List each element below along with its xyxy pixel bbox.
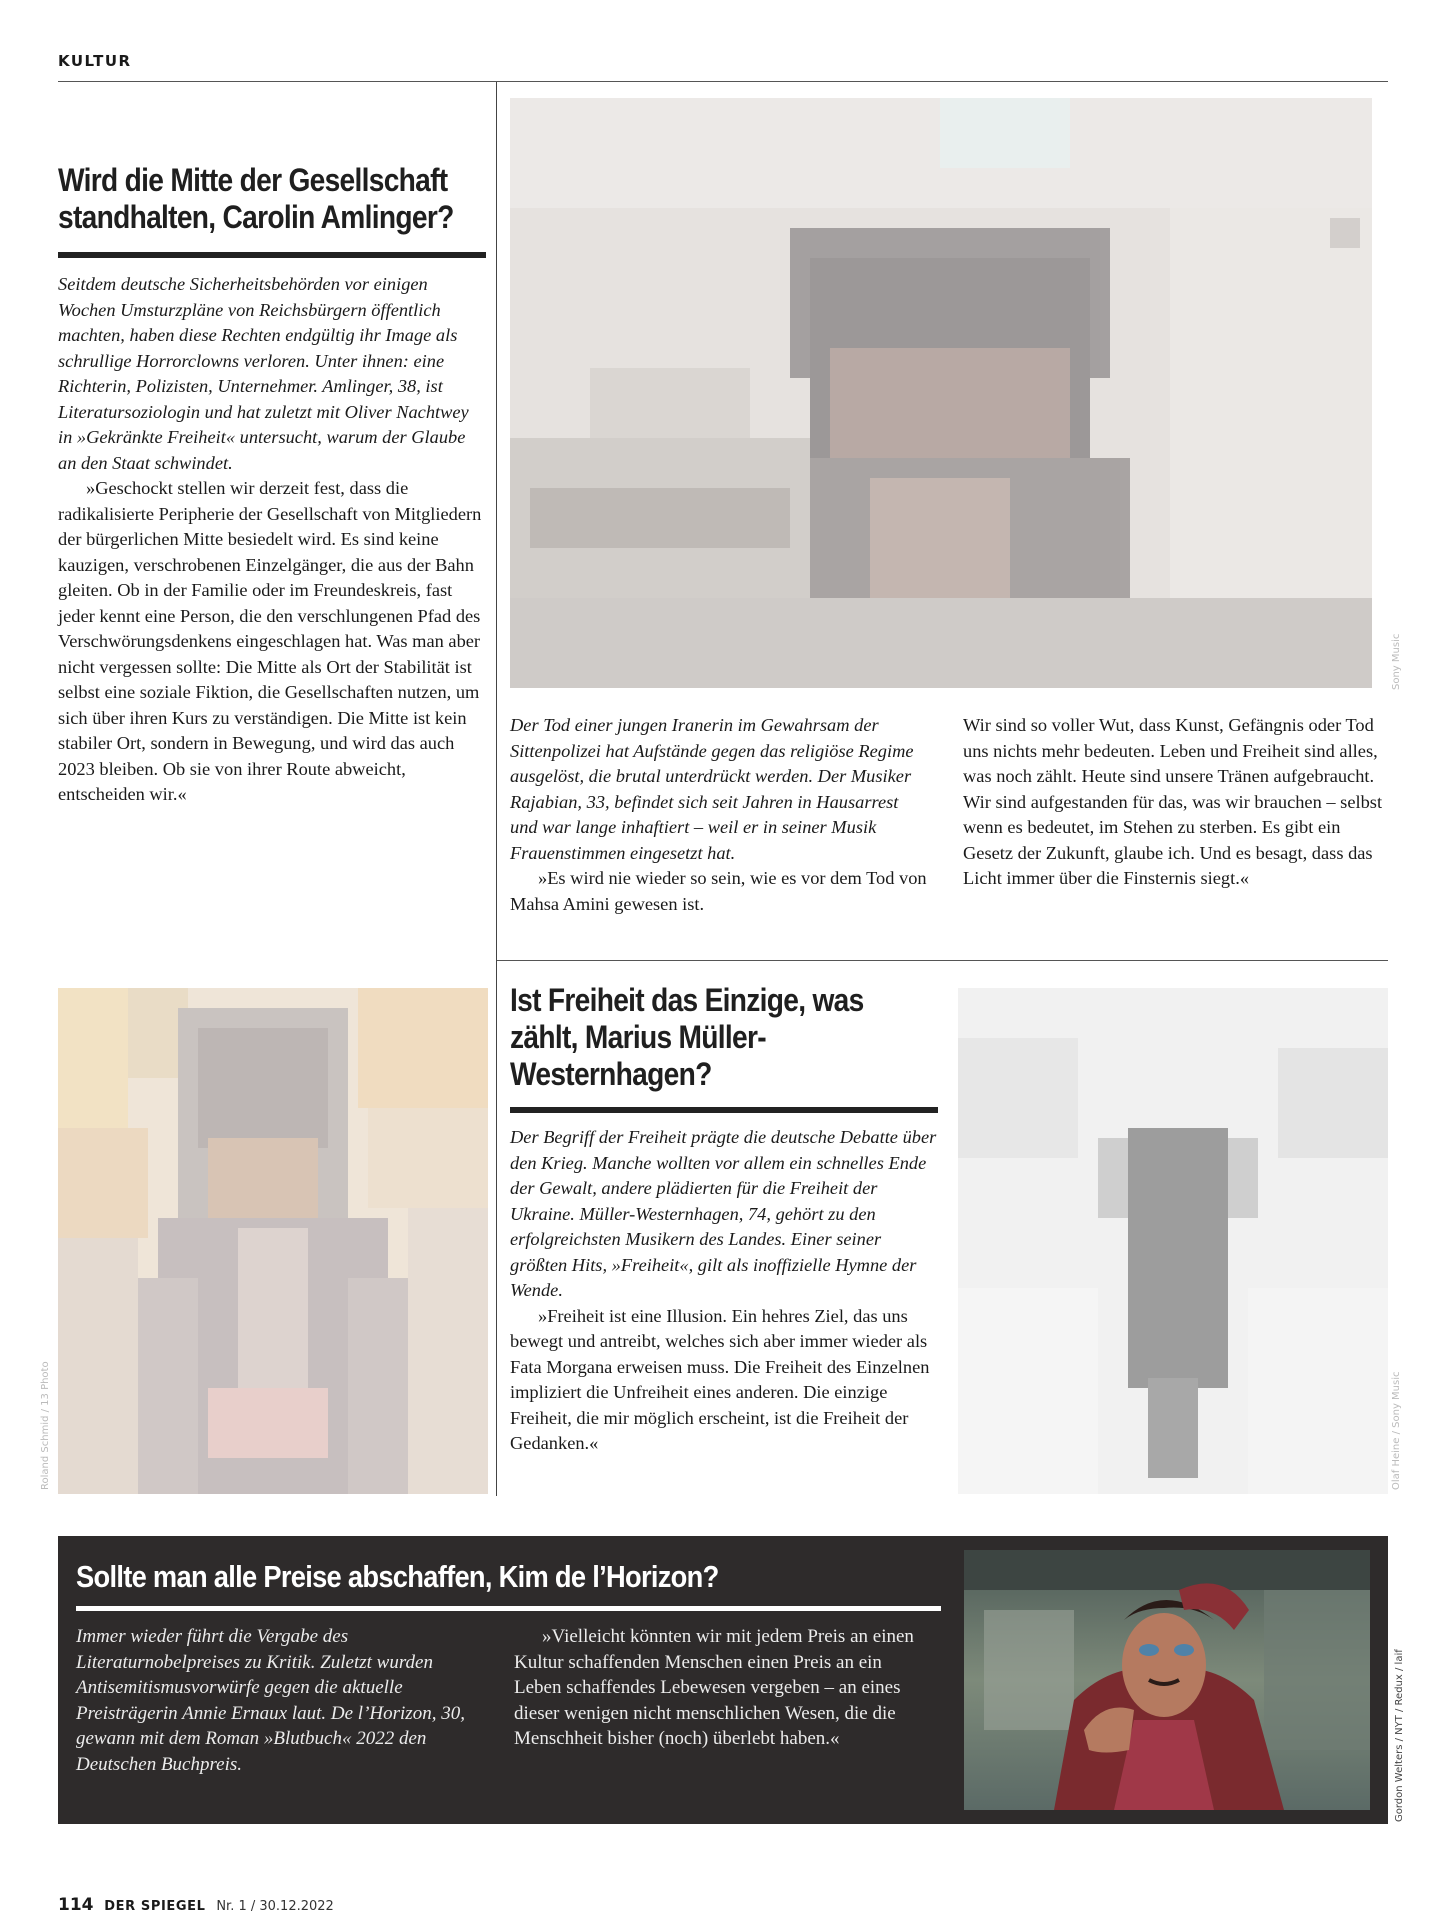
- kim-photo: [964, 1550, 1370, 1810]
- photo-credit: Roland Schmid / 13 Photo: [40, 1361, 51, 1490]
- article-quote: »Freiheit ist eine Illusion. Ein hehres Ziel, das uns bewegt und antreibt, welches sich aber immer wieder als Fata Morgana erweisen muss. Die Freiheit des Einzelnen impliziert die Unfreiheit eines anderen. Die einzige Freiheit, die mir möglich erscheint, ist die Freiheit der Gedanken.«: [510, 1305, 930, 1453]
- kim-quote-col: [514, 1624, 934, 1752]
- article-headline: Wird die Mitte der Gesellschaft standhalten, Carolin Amlinger?: [58, 162, 454, 235]
- article-intro: Der Tod einer jungen Iranerin im Gewahrsam der Sittenpolizei hat Aufstände gegen das religiöse Regime ausgelöst, die brutal unterdrückt werden. Der Musiker Rajabian, 33, befindet sich seit Jahren in Hausarrest und war lange inhaftiert – weil er in seiner Musik Frauenstimmen eingesetzt hat.: [510, 715, 914, 863]
- headline-bar: [510, 1107, 938, 1113]
- middle-rule: [497, 960, 1388, 961]
- article-intro: Seitdem deutsche Sicherheitsbehörden vor einigen Wochen Umsturzpläne von Reichsbürgern öffentlich machten, haben diese Rechten endgültig ihr Image als schrullige Horrorclowns verloren. Unter ihnen: eine Richterin, Polizisten, Unternehmer. Amlinger, 38, ist Literatursoziologin und hat zuletzt mit Oliver Nachtwey in »Gekränkte Freiheit« untersucht, warum der Glaube an den Staat schwindet.: [58, 274, 469, 473]
- amlinger-photo: [58, 988, 488, 1494]
- section-label: KULTUR: [58, 52, 132, 70]
- rajabian-photo: [510, 98, 1372, 688]
- headline-bar: [76, 1606, 941, 1611]
- westernhagen-photo: [958, 988, 1388, 1494]
- kim-heading-block: [76, 1558, 936, 1595]
- photo-credit: Gordon Welters / NYT / Redux / laif: [1394, 1649, 1405, 1822]
- article-amlinger: [58, 162, 486, 808]
- kim-intro-col: [76, 1624, 486, 1777]
- photo-credit: Sony Music: [1391, 633, 1402, 690]
- article-headline: Ist Freiheit das Einzige, was zählt, Marius Müller-Westernhagen?: [510, 982, 864, 1092]
- magazine-name: DER SPIEGEL: [104, 1899, 206, 1914]
- column-divider: [496, 82, 497, 1496]
- article-westernhagen: [510, 982, 940, 1457]
- article-intro: Der Begriff der Freiheit prägte die deutsche Debatte über den Krieg. Manche wollten vor allem ein schnelles Ende der Gewalt, andere plädierten für die Freiheit der Ukraine. Müller-Westernhagen, 74, gehört zu den erfolgreichsten Musikern des Landes. Einer seiner größten Hits, »Freiheit«, gilt als inoffizielle Hymne der Wende.: [510, 1127, 937, 1300]
- photo-credit: Olaf Heine / Sony Music: [1391, 1371, 1402, 1490]
- article-rajabian: [510, 713, 930, 917]
- article-rajabian-continued: [963, 713, 1389, 892]
- page-number: 114: [58, 1895, 94, 1915]
- kim-box: [58, 1536, 1388, 1824]
- article-quote: »Vielleicht könnten wir mit jedem Preis an einen Kultur schaffenden Menschen einen Preis an ein Leben schaffendes Lebewesen vergeben – an eines dieser wenigen nicht menschlichen Wesen, die die Menschheit bisher (noch) überlebt haben.«: [514, 1626, 914, 1749]
- top-rule: [58, 81, 1388, 82]
- article-intro: Immer wieder führt die Vergabe des Literaturnobelpreises zu Kritik. Zuletzt wurden Antisemitismusvorwürfe gegen die aktuelle Preisträgerin Annie Ernaux laut. De l’Horizon, 30, gewann mit dem Roman »Blutbuch« 2022 den Deutschen Buchpreis.: [76, 1626, 465, 1775]
- article-quote: »Geschockt stellen wir derzeit fest, dass die radikalisierte Peripherie der Gesellschaft von Mitgliedern der bürgerlichen Mitte besiedelt wird. Es sind keine kauzigen, verschrobenen Einzelgänger, die aus der Bahn gleiten. Ob in der Familie oder im Freundeskreis, fast jeder kennt eine Person, die den verschlungenen Pfad des Verschwörungsdenkens eingeschlagen hat. Was man aber nicht vergessen sollte: Die Mitte als Ort der Stabilität ist selbst eine soziale Fiktion, die Gesellschaften nutzen, um sich über ihren Kurs zu verständigen. Die Mitte ist kein stabiler Ort, sondern in Bewegung, und wird das auch 2023 bleiben. Ob sie von ihrer Route abweicht, entscheiden wir.«: [58, 478, 482, 804]
- headline-bar: [58, 252, 486, 258]
- issue-info: Nr. 1 / 30.12.2022: [216, 1899, 334, 1914]
- article-quote: »Es wird nie wieder so sein, wie es vor dem Tod von Mahsa Amini gewesen ist.: [510, 868, 927, 914]
- article-headline: Sollte man alle Preise abschaffen, Kim de l’Horizon?: [76, 1559, 719, 1594]
- article-quote-continued: Wir sind so voller Wut, dass Kunst, Gefängnis oder Tod uns nichts mehr bedeuten. Leben und Freiheit sind alles, was noch zählt. Heute sind unsere Tränen aufgebraucht. Wir sind aufgestanden für das, was wir brauchen – selbst wenn es bedeutet, im Stehen zu sterben. Es gibt ein Gesetz der Zukunft, glaube ich. Und es besagt, dass das Licht immer über die Finsternis siegt.«: [963, 715, 1383, 888]
- page-footer: [58, 1895, 334, 1915]
